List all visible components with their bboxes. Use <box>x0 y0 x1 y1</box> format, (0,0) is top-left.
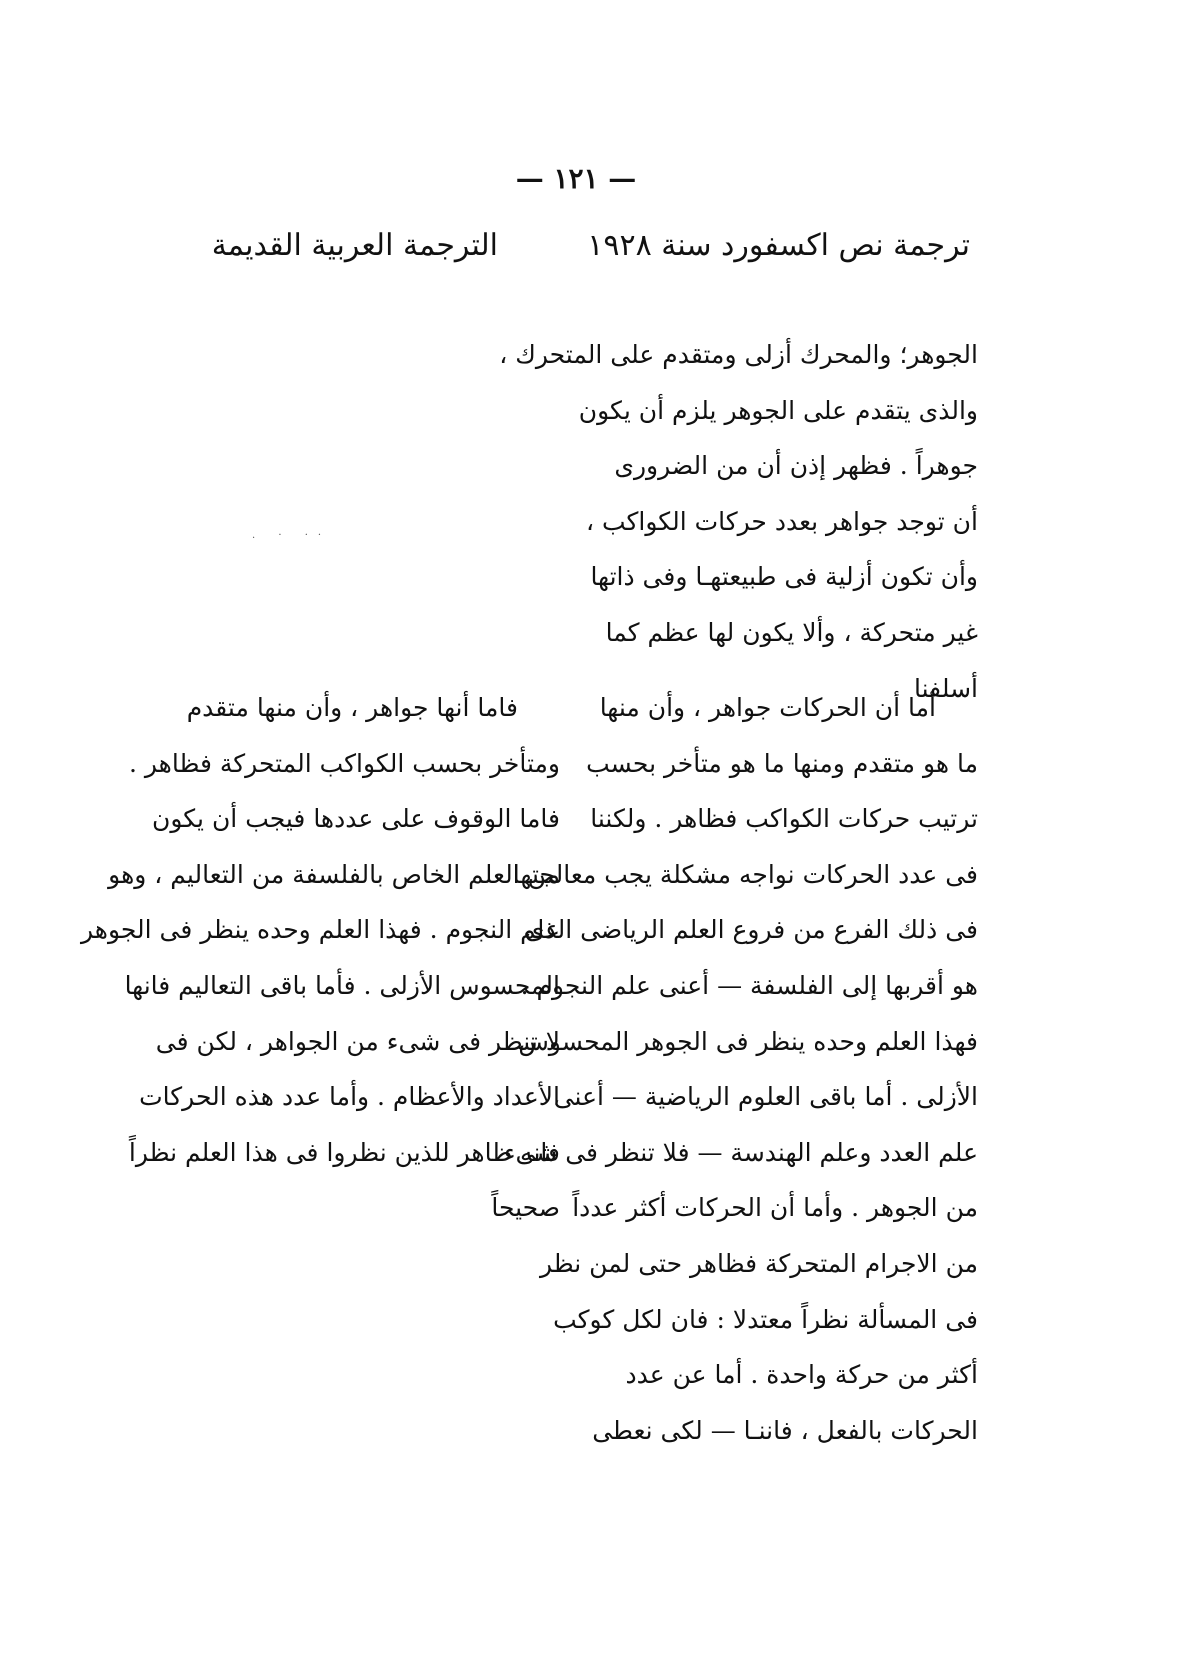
text-line: أما أن الحركات جواهر ، وأن منها <box>599 693 936 722</box>
text-line: من الجوهر . وأما أن الحركات أكثر عدداً <box>572 1193 978 1223</box>
text-line: من الاجرام المتحركة فظاهر حتى لمن نظر <box>539 1248 978 1278</box>
text-line: أكثر من حركة واحدة . أما عن عدد <box>625 1360 978 1390</box>
text-line: صحيحاً <box>491 1193 560 1223</box>
old-arabic-translation-column <box>80 680 560 1236</box>
text-line: فانه ظاهر للذين نظروا فى هذا العلم نظراً <box>128 1137 560 1167</box>
text-line: فى ذلك الفرع من فروع العلم الرياضى الذى <box>524 915 978 945</box>
text-line: فهذا العلم وحده ينظر فى الجوهر المحسوس <box>518 1026 978 1056</box>
text-line: ما هو متقدم ومنها ما هو متأخر بحسب <box>586 748 978 778</box>
text-line: أسلفنا <box>914 673 978 703</box>
header-oxford-translation: ترجمة نص اكسفورد سنة ١٩٢٨ <box>587 228 970 263</box>
text-line: جوهراً . فظهر إذن أن من الضرورى <box>614 451 978 481</box>
text-line: علم النجوم . فهذا العلم وحده ينظر فى الجوهر <box>80 915 560 945</box>
text-line: الجوهر؛ والمحرك أزلى ومتقدم على المتحرك ، <box>499 340 978 369</box>
text-line: الأعداد والأعظام . وأما عدد هذه الحركات <box>139 1082 560 1112</box>
text-line: فاما أنها جواهر ، وأن منها متقدم <box>186 693 518 722</box>
text-line: فى المسألة نظراً معتدلا : فان لكل كوكب <box>553 1304 978 1334</box>
text-line: وأن تكون أزلية فى طبيعتهـا وفى ذاتها <box>590 562 978 592</box>
text-line: لا تنظر فى شىء من الجواهر ، لكن فى <box>155 1026 560 1056</box>
text-line: فاما الوقوف على عددها فيجب أن يكون <box>151 804 560 834</box>
text-line: ترتيب حركات الكواكب فظاهر . ولكننا <box>590 804 978 834</box>
print-specks: . · ·· <box>252 530 332 541</box>
oxford-translation-column <box>499 327 978 716</box>
text-line: هو أقربها إلى الفلسفة — أعنى علم النجوم . <box>520 970 978 1000</box>
text-line: غير متحركة ، وألا يكون لها عظم كما <box>605 617 978 647</box>
text-line: الحركات بالفعل ، فاننـا — لكى نعطى <box>592 1415 978 1445</box>
text-line: المحسوس الأزلى . فأما باقى التعاليم فانها <box>124 970 560 1000</box>
text-line: علم العدد وعلم الهندسة — فلا تنظر فى شىء <box>503 1137 978 1167</box>
text-line: والذى يتقدم على الجوهر يلزم أن يكون <box>578 395 978 425</box>
text-line: الأزلى . أما باقى العلوم الرياضية — أعنى <box>553 1082 978 1112</box>
text-line: ومتأخر بحسب الكواكب المتحركة فظاهر . <box>128 748 560 778</box>
text-line: أن توجد جواهر بعدد حركات الكواكب ، <box>585 506 978 536</box>
page-number: — ١٢١ — <box>515 162 637 195</box>
text-line: فى عدد الحركات نواجه مشكلة يجب معالجتها <box>512 859 978 889</box>
header-old-arabic-translation: الترجمة العربية القديمة <box>211 228 498 263</box>
text-line: من العلم الخاص بالفلسفة من التعاليم ، وهو <box>108 859 560 889</box>
